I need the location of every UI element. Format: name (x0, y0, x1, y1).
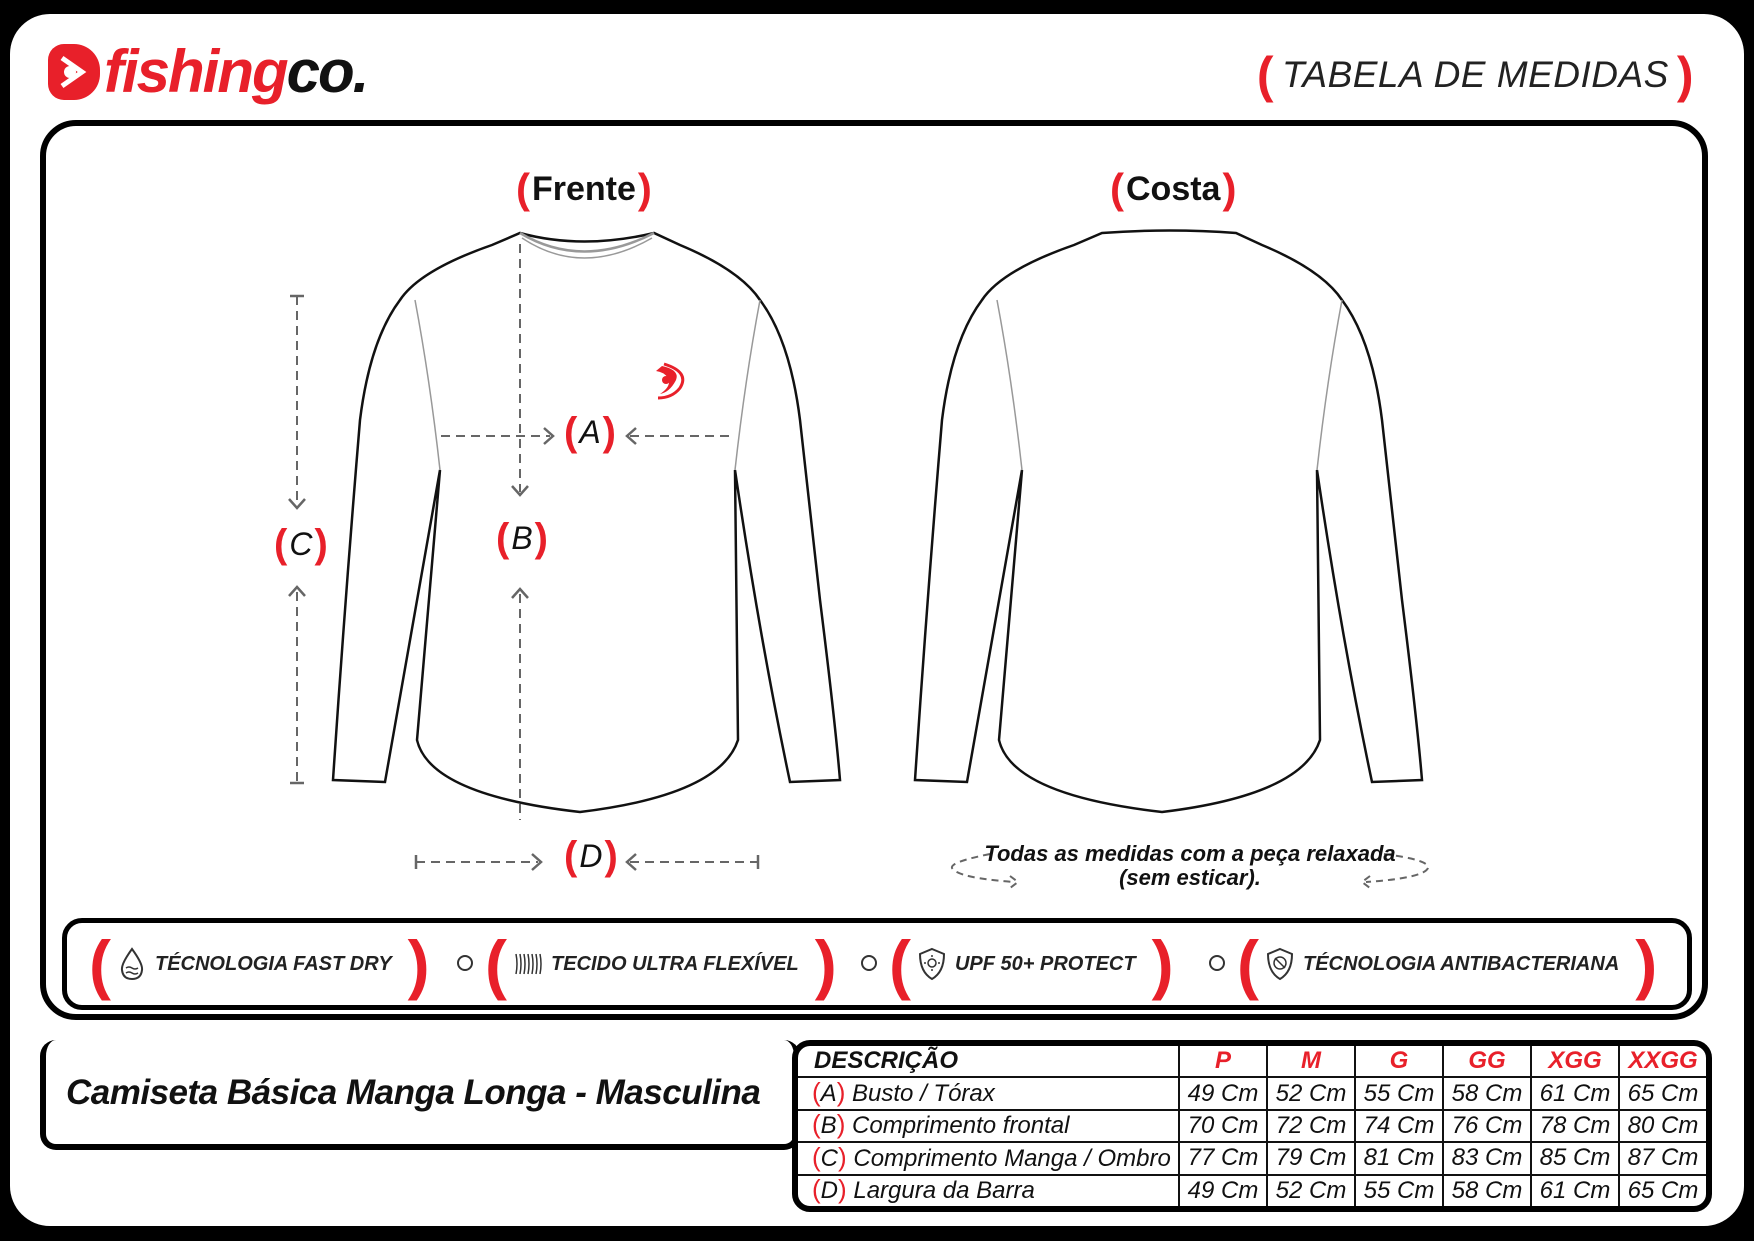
row-label: (A) Busto / Tórax (798, 1077, 1179, 1109)
front-view-text: Frente (532, 169, 636, 208)
row-label: (C) Comprimento Manga / Ombro (798, 1142, 1179, 1174)
feature-fast-dry: ( TÉCNOLOGIA FAST DRY ) (89, 927, 430, 1001)
size-header: G (1355, 1046, 1443, 1077)
table-cell: 65 Cm (1619, 1077, 1706, 1109)
bracket-open: ( (516, 165, 530, 212)
feature-upf: ( UPF 50+ PROTECT ) (889, 927, 1174, 1001)
table-row (798, 1110, 1706, 1142)
measurement-note (960, 842, 1420, 890)
table-cell: 58 Cm (1443, 1077, 1531, 1109)
size-header: M (1267, 1046, 1355, 1077)
measure-label-b: ( B ) (496, 516, 548, 560)
back-view-label (1110, 165, 1237, 212)
size-header: GG (1443, 1046, 1531, 1077)
table-cell: 52 Cm (1267, 1077, 1355, 1109)
feature-separator (457, 955, 473, 971)
table-cell: 49 Cm (1179, 1175, 1267, 1206)
antibacterial-shield-icon (1265, 946, 1295, 982)
table-cell: 77 Cm (1179, 1142, 1267, 1174)
table-cell: 61 Cm (1531, 1175, 1619, 1206)
size-header: P (1179, 1046, 1267, 1077)
table-cell: 65 Cm (1619, 1175, 1706, 1206)
front-shirt-outline (333, 233, 840, 812)
bracket-close: ) (637, 165, 652, 212)
bracket-close: ) (1676, 47, 1694, 103)
back-shirt-outline (915, 231, 1422, 813)
feature-antibacterial: ( TÉCNOLOGIA ANTIBACTERIANA ) (1237, 927, 1658, 1001)
bracket-open: ( (1256, 47, 1275, 103)
measure-label-d: ( D ) (564, 834, 618, 878)
table-row (798, 1175, 1706, 1206)
table-cell: 78 Cm (1531, 1110, 1619, 1142)
bracket-close: ) (1222, 165, 1237, 212)
table-cell: 81 Cm (1355, 1142, 1443, 1174)
bracket-open: ( (1110, 165, 1124, 212)
table-row (798, 1142, 1706, 1174)
measure-label-c: ( C ) (274, 522, 328, 566)
table-cell: 55 Cm (1355, 1175, 1443, 1206)
table-cell: 52 Cm (1267, 1175, 1355, 1206)
feature-flex-fabric: ( TECIDO ULTRA FLEXÍVEL ) (485, 927, 837, 1001)
feature-flex-fabric-label: TECIDO ULTRA FLEXÍVEL (550, 952, 799, 975)
description-header: DESCRIÇÃO (798, 1046, 1179, 1077)
feature-upf-label: UPF 50+ PROTECT (954, 952, 1136, 975)
feature-bar (62, 918, 1692, 1010)
feature-separator (1209, 955, 1225, 971)
back-view-text: Costa (1126, 169, 1221, 208)
feature-antibacterial-label: TÉCNOLOGIA ANTIBACTERIANA (1302, 952, 1620, 975)
size-header: XXGG (1619, 1046, 1706, 1077)
row-label: (B) Comprimento frontal (798, 1110, 1179, 1142)
table-cell: 83 Cm (1443, 1142, 1531, 1174)
table-cell: 87 Cm (1619, 1142, 1706, 1174)
page-title-text: TABELA DE MEDIDAS (1282, 54, 1669, 95)
table-cell: 76 Cm (1443, 1110, 1531, 1142)
size-table (792, 1040, 1712, 1212)
note-line-1: Todas as medidas com a peça relaxada (984, 841, 1396, 866)
note-line-2: (sem esticar). (1119, 865, 1261, 890)
table-cell: 85 Cm (1531, 1142, 1619, 1174)
measure-label-a: ( A ) (564, 410, 616, 454)
size-header: XGG (1531, 1046, 1619, 1077)
sun-shield-icon (917, 946, 947, 982)
table-cell: 58 Cm (1443, 1175, 1531, 1206)
table-row (798, 1077, 1706, 1109)
table-cell: 55 Cm (1355, 1077, 1443, 1109)
row-label: (D) Largura da Barra (798, 1175, 1179, 1206)
size-table-header (798, 1046, 1706, 1077)
table-cell: 80 Cm (1619, 1110, 1706, 1142)
feature-separator (861, 955, 877, 971)
table-cell: 61 Cm (1531, 1077, 1619, 1109)
measurement-arrowheads (289, 296, 758, 870)
front-view-label (516, 165, 652, 212)
table-cell: 72 Cm (1267, 1110, 1355, 1142)
product-title: Camiseta Básica Manga Longa - Masculina (66, 1073, 761, 1112)
table-cell: 74 Cm (1355, 1110, 1443, 1142)
table-cell: 70 Cm (1179, 1110, 1267, 1142)
size-table-grid (798, 1046, 1706, 1206)
table-cell: 79 Cm (1267, 1142, 1355, 1174)
water-drop-icon (117, 946, 147, 982)
feature-fast-dry-label: TÉCNOLOGIA FAST DRY (154, 952, 392, 975)
stretch-fabric-icon (513, 946, 543, 982)
table-cell: 49 Cm (1179, 1077, 1267, 1109)
brand-wordmark: fishingco. (104, 38, 368, 105)
